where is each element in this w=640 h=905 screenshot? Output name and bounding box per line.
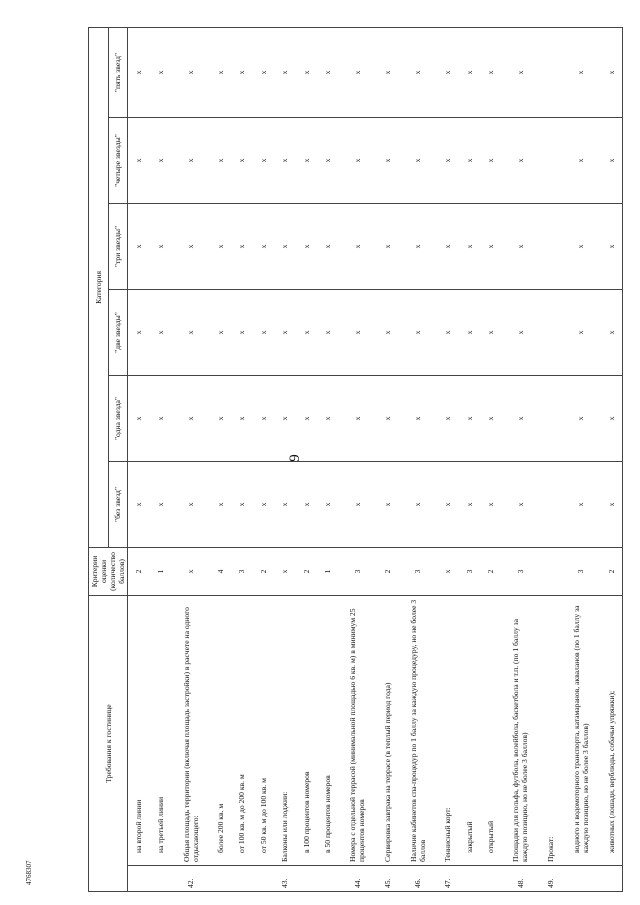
category-mark-1: x (171, 376, 210, 462)
category-mark-2 (540, 290, 561, 376)
requirement-text: на третьей линии (150, 596, 171, 866)
category-mark-2: x (171, 290, 210, 376)
requirement-text: Номера с отдельной террасой (минимальной площадью 6 кв. м) в минимум 25 процентов номеров (338, 596, 377, 866)
criteria-score: x (437, 548, 458, 596)
category-mark-2: x (317, 290, 338, 376)
category-mark-4: x (398, 118, 437, 204)
category-mark-4: x (295, 118, 316, 204)
category-mark-5: x (295, 27, 316, 117)
table-row (600, 27, 623, 891)
criteria-score: 2 (295, 548, 316, 596)
row-number (231, 866, 252, 892)
category-mark-0: x (398, 462, 437, 548)
category-mark-3: x (231, 204, 252, 290)
category-mark-4: x (480, 118, 501, 204)
row-number (295, 866, 316, 892)
table-row (377, 27, 398, 891)
category-mark-4: x (317, 118, 338, 204)
category-mark-1: x (501, 376, 540, 462)
row-number (317, 866, 338, 892)
category-mark-5: x (338, 27, 377, 117)
table-row (171, 27, 210, 891)
category-mark-2: x (437, 290, 458, 376)
category-mark-1: x (253, 376, 274, 462)
category-mark-3: x (253, 204, 274, 290)
row-number (561, 866, 600, 892)
category-mark-1: x (437, 376, 458, 462)
category-mark-4: x (561, 118, 600, 204)
category-mark-4: x (437, 118, 458, 204)
header-category-0: "без звезд" (108, 462, 128, 548)
category-mark-1: x (150, 376, 171, 462)
document-id: 4768307 (25, 860, 33, 885)
category-mark-4: x (253, 118, 274, 204)
category-mark-3: x (480, 204, 501, 290)
criteria-score: 2 (377, 548, 398, 596)
category-mark-0: x (458, 462, 479, 548)
requirement-text: Балконы или лоджии: (274, 596, 295, 866)
header-category-1: "одна звезда" (108, 376, 128, 462)
category-mark-0 (540, 462, 561, 548)
row-number (253, 866, 274, 892)
criteria-score: 2 (128, 548, 150, 596)
category-mark-5: x (501, 27, 540, 117)
category-mark-5: x (561, 27, 600, 117)
category-mark-2: x (501, 290, 540, 376)
category-mark-2: x (338, 290, 377, 376)
category-mark-2: x (295, 290, 316, 376)
row-number (480, 866, 501, 892)
category-mark-2: x (150, 290, 171, 376)
category-mark-5: x (210, 27, 231, 117)
category-mark-1: x (377, 376, 398, 462)
category-mark-3: x (274, 204, 295, 290)
table-row (561, 27, 600, 891)
criteria-score: x (274, 548, 295, 596)
row-number: 43. (274, 866, 295, 892)
category-mark-2: x (128, 290, 150, 376)
table-row (540, 27, 561, 891)
criteria-score: 3 (561, 548, 600, 596)
category-mark-0: x (561, 462, 600, 548)
category-mark-1: x (480, 376, 501, 462)
row-number (600, 866, 623, 892)
header-category-5: "пять звезд" (108, 27, 128, 117)
category-mark-3: x (600, 204, 623, 290)
table-row (338, 27, 377, 891)
hotel-requirements-table-area (88, 28, 616, 892)
criteria-score: 2 (480, 548, 501, 596)
table-row (231, 27, 252, 891)
header-category-3: "три звезды" (108, 204, 128, 290)
header-criteria: Критерии оценки (количество баллов) (89, 548, 128, 596)
row-number: 49. (540, 866, 561, 892)
category-mark-4: x (231, 118, 252, 204)
hotel-requirements-table (88, 27, 623, 892)
requirement-text: закрытый (458, 596, 479, 866)
category-mark-5: x (274, 27, 295, 117)
category-mark-0: x (501, 462, 540, 548)
table-row (253, 27, 274, 891)
table-row (480, 27, 501, 891)
criteria-score: 2 (253, 548, 274, 596)
category-mark-1: x (210, 376, 231, 462)
category-mark-0: x (274, 462, 295, 548)
header-category-2: "две звезды" (108, 290, 128, 376)
category-mark-3: x (458, 204, 479, 290)
category-mark-4: x (128, 118, 150, 204)
row-number: 47. (437, 866, 458, 892)
criteria-score (540, 548, 561, 596)
category-mark-4: x (377, 118, 398, 204)
requirement-text: открытый (480, 596, 501, 866)
row-number: 46. (398, 866, 437, 892)
category-mark-4: x (171, 118, 210, 204)
row-number (458, 866, 479, 892)
category-mark-2: x (600, 290, 623, 376)
criteria-score: 3 (458, 548, 479, 596)
category-mark-2: x (253, 290, 274, 376)
row-number: 48. (501, 866, 540, 892)
category-mark-2: x (561, 290, 600, 376)
category-mark-5: x (437, 27, 458, 117)
table-row (274, 27, 295, 891)
category-mark-3: x (171, 204, 210, 290)
row-number (128, 866, 150, 892)
category-mark-0: x (600, 462, 623, 548)
category-mark-3: x (377, 204, 398, 290)
category-mark-1: x (231, 376, 252, 462)
category-mark-3: x (150, 204, 171, 290)
category-mark-1: x (295, 376, 316, 462)
category-mark-4: x (501, 118, 540, 204)
requirement-text: Теннисный корт: (437, 596, 458, 866)
table-row (317, 27, 338, 891)
criteria-score: 3 (501, 548, 540, 596)
criteria-score: 1 (317, 548, 338, 596)
requirement-text: на второй линии (128, 596, 150, 866)
category-mark-5: x (231, 27, 252, 117)
category-mark-0: x (295, 462, 316, 548)
category-mark-5: x (398, 27, 437, 117)
requirement-text: в 100 процентов номеров (295, 596, 316, 866)
category-mark-0: x (150, 462, 171, 548)
category-mark-2: x (377, 290, 398, 376)
row-number: 45. (377, 866, 398, 892)
category-mark-1: x (600, 376, 623, 462)
category-mark-3: x (338, 204, 377, 290)
table-row (437, 27, 458, 891)
requirement-text: от 50 кв. м до 100 кв. м (253, 596, 274, 866)
category-mark-1: x (128, 376, 150, 462)
category-mark-1: x (274, 376, 295, 462)
category-mark-2: x (458, 290, 479, 376)
table-row (295, 27, 316, 891)
requirement-text: Площадки для гольфа, футбола, волейбола, баскетбола и т.п. (по 1 баллу за каждую позицию, но не более 3 баллов) (501, 596, 540, 866)
category-mark-0: x (377, 462, 398, 548)
category-mark-3: x (295, 204, 316, 290)
category-mark-1: x (561, 376, 600, 462)
category-mark-4: x (458, 118, 479, 204)
category-mark-3: x (437, 204, 458, 290)
rotated-table-container (88, 28, 616, 892)
category-mark-0: x (210, 462, 231, 548)
category-mark-0: x (338, 462, 377, 548)
row-number (210, 866, 231, 892)
category-mark-0: x (437, 462, 458, 548)
category-mark-1: x (458, 376, 479, 462)
header-requirements: Требования к гостинице (89, 596, 128, 892)
header-category: Категория (89, 27, 109, 547)
category-mark-2: x (480, 290, 501, 376)
category-mark-0: x (231, 462, 252, 548)
category-mark-0: x (480, 462, 501, 548)
requirement-text: от 100 кв. м до 200 кв. м (231, 596, 252, 866)
category-mark-4: x (150, 118, 171, 204)
requirement-text: более 200 кв. м (210, 596, 231, 866)
category-mark-3: x (398, 204, 437, 290)
category-mark-5: x (150, 27, 171, 117)
category-mark-0: x (317, 462, 338, 548)
requirement-text: Сервировка завтрака на террасе (в теплый период года) (377, 596, 398, 866)
category-mark-4: x (600, 118, 623, 204)
criteria-score: 3 (338, 548, 377, 596)
category-mark-4: x (338, 118, 377, 204)
category-mark-0: x (253, 462, 274, 548)
requirement-text: Общая площадь территории (включая площадь застройки) в расчете на одного отдыхающего: (171, 596, 210, 866)
category-mark-1: x (317, 376, 338, 462)
category-mark-1: x (338, 376, 377, 462)
category-mark-5 (540, 27, 561, 117)
category-mark-5: x (128, 27, 150, 117)
category-mark-5: x (377, 27, 398, 117)
row-number: 42. (171, 866, 210, 892)
table-row (150, 27, 171, 891)
criteria-score: 4 (210, 548, 231, 596)
category-mark-5: x (253, 27, 274, 117)
criteria-score: 3 (231, 548, 252, 596)
category-mark-3: x (210, 204, 231, 290)
category-mark-3: x (317, 204, 338, 290)
criteria-score: 3 (398, 548, 437, 596)
criteria-score: 2 (600, 548, 623, 596)
category-mark-4: x (274, 118, 295, 204)
table-row (128, 27, 150, 891)
category-mark-5: x (171, 27, 210, 117)
requirement-text: водного и водомоторного транспорта, катамаранов, акваланов (по 1 баллу за каждую позицию, но не более 3 баллов) (561, 596, 600, 866)
requirement-text: в 50 процентов номеров (317, 596, 338, 866)
category-mark-2: x (210, 290, 231, 376)
table-row (458, 27, 479, 891)
criteria-score: x (171, 548, 210, 596)
category-mark-5: x (458, 27, 479, 117)
row-number (150, 866, 171, 892)
category-mark-5: x (600, 27, 623, 117)
header-category-4: "четыре звезды" (108, 118, 128, 204)
category-mark-4: x (210, 118, 231, 204)
page-number: 9 (287, 454, 303, 462)
category-mark-2: x (274, 290, 295, 376)
criteria-score: 1 (150, 548, 171, 596)
category-mark-5: x (317, 27, 338, 117)
category-mark-3: x (561, 204, 600, 290)
row-number: 44. (338, 866, 377, 892)
category-mark-5: x (480, 27, 501, 117)
requirement-text: Наличие кабинетов спа-процедур по 1 баллу за каждую процедуру, но не более 3 баллов (398, 596, 437, 866)
category-mark-1: x (398, 376, 437, 462)
category-mark-3: x (128, 204, 150, 290)
table-row (501, 27, 540, 891)
category-mark-2: x (398, 290, 437, 376)
category-mark-3 (540, 204, 561, 290)
table-row (398, 27, 437, 891)
category-mark-0: x (171, 462, 210, 548)
category-mark-0: x (128, 462, 150, 548)
requirement-text: животных (лошади, верблюды, собачьи упряжки); (600, 596, 623, 866)
category-mark-4 (540, 118, 561, 204)
category-mark-1 (540, 376, 561, 462)
category-mark-3: x (501, 204, 540, 290)
category-mark-2: x (231, 290, 252, 376)
table-row (210, 27, 231, 891)
requirement-text: Прокат: (540, 596, 561, 866)
